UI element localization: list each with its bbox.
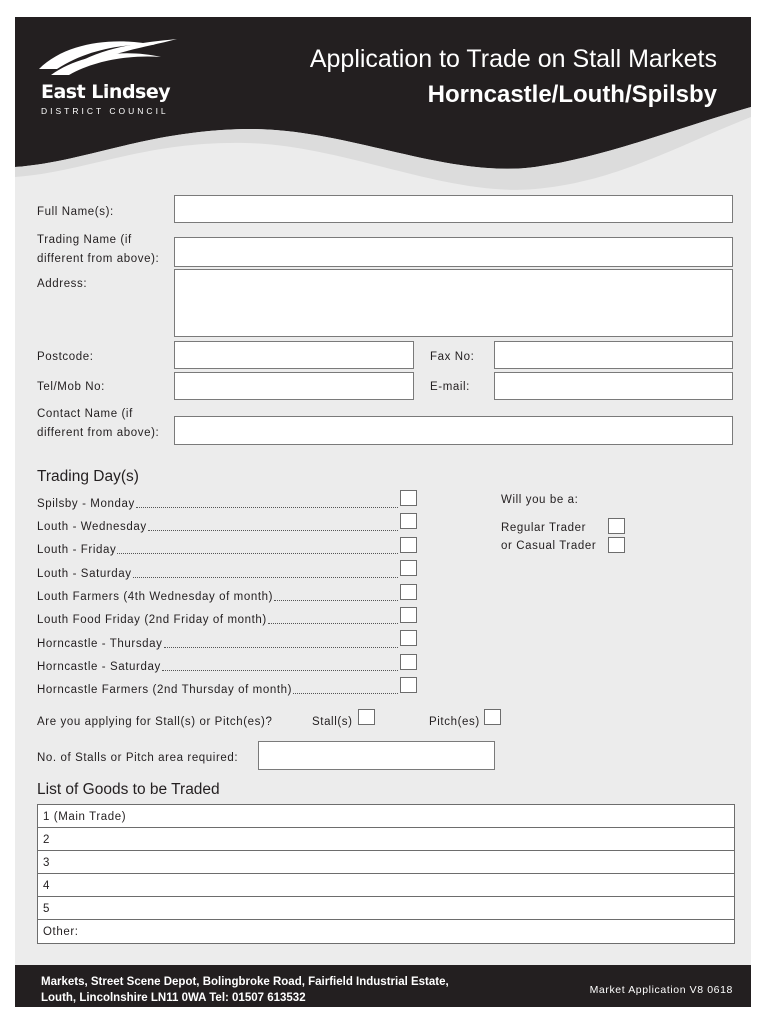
day-row (37, 634, 399, 654)
goods-row-5[interactable]: 5 (38, 897, 734, 920)
day-label: Horncastle - Saturday (37, 661, 161, 673)
day-row (37, 610, 399, 630)
footer-address-line2: Louth, Lincolnshire LN11 0WA Tel: 01507 613532 (41, 992, 306, 1004)
day-label: Louth Farmers (4th Wednesday of month) (37, 591, 274, 603)
trading-name-field[interactable] (174, 237, 733, 267)
goods-table (37, 804, 735, 944)
logo-swoosh-icon (37, 35, 187, 85)
day-checkbox-louth-wednesday[interactable] (400, 513, 417, 529)
pitch-label: Pitch(es) (429, 716, 480, 728)
dot-leader (136, 494, 398, 508)
day-label: Spilsby - Monday (37, 498, 135, 510)
goods-row-main-trade[interactable]: 1 (Main Trade) (38, 805, 734, 828)
dot-leader (293, 680, 398, 694)
day-checkbox-louth-saturday[interactable] (400, 560, 417, 576)
trader-type-question: Will you be a: (501, 494, 579, 506)
postcode-field[interactable] (174, 341, 414, 369)
day-row (37, 540, 399, 560)
dot-leader (164, 634, 398, 648)
day-row (37, 657, 399, 677)
dot-leader (148, 517, 398, 531)
email-field[interactable] (494, 372, 733, 400)
stall-count-label: No. of Stalls or Pitch area required: (37, 752, 239, 764)
contact-label-line1: Contact Name (if (37, 408, 133, 420)
dot-leader (268, 610, 398, 624)
fax-field[interactable] (494, 341, 733, 369)
dot-leader (274, 587, 398, 601)
pitch-checkbox[interactable] (484, 709, 501, 725)
day-label: Louth - Saturday (37, 568, 132, 580)
stall-pitch-question: Are you applying for Stall(s) or Pitch(es)? (37, 716, 273, 728)
day-checkbox-louth-food-friday[interactable] (400, 607, 417, 623)
day-checkbox-horncastle-saturday[interactable] (400, 654, 417, 670)
tel-field[interactable] (174, 372, 414, 400)
stall-checkbox[interactable] (358, 709, 375, 725)
trading-name-label-line2: different from above): (37, 253, 160, 265)
day-checkbox-horncastle-thursday[interactable] (400, 630, 417, 646)
day-row (37, 587, 399, 607)
footer-address (41, 974, 449, 1006)
email-label: E-mail: (430, 381, 470, 393)
contact-name-field[interactable] (174, 416, 733, 445)
logo-wordmark: East Lindsey (41, 81, 171, 103)
tel-label: Tel/Mob No: (37, 381, 105, 393)
dot-leader (133, 564, 398, 578)
goods-row-other[interactable]: Other: (43, 926, 79, 938)
logo-subtitle: DISTRICT COUNCIL (41, 106, 169, 116)
full-name-label: Full Name(s): (37, 206, 114, 218)
stall-label: Stall(s) (312, 716, 353, 728)
dot-leader (117, 540, 398, 554)
footer-bar (15, 965, 751, 1007)
day-label: Louth - Wednesday (37, 521, 147, 533)
day-label: Louth Food Friday (2nd Friday of month) (37, 614, 267, 626)
address-label: Address: (37, 278, 88, 290)
form-page (15, 17, 751, 1007)
day-row (37, 517, 399, 537)
goods-row-2[interactable]: 2 (38, 828, 734, 851)
day-label: Louth - Friday (37, 544, 117, 556)
fax-label: Fax No: (430, 351, 475, 363)
goods-row-4[interactable]: 4 (38, 874, 734, 897)
day-checkbox-spilsby-monday[interactable] (400, 490, 417, 506)
regular-trader-label: Regular Trader (501, 522, 587, 534)
dot-leader (162, 657, 398, 671)
footer-address-line1: Markets, Street Scene Depot, Bolingbroke Road, Fairfield Industrial Estate, (41, 976, 449, 988)
stall-count-field[interactable] (258, 741, 495, 770)
day-row (37, 564, 399, 584)
day-checkbox-louth-friday[interactable] (400, 537, 417, 553)
form-version: Market Application V8 0618 (589, 984, 733, 996)
full-name-field[interactable] (174, 195, 733, 223)
header-banner (15, 17, 751, 207)
casual-trader-checkbox[interactable] (608, 537, 625, 553)
contact-label-line2: different from above): (37, 427, 160, 439)
casual-trader-label: or Casual Trader (501, 540, 597, 552)
day-label: Horncastle Farmers (2nd Thursday of month) (37, 684, 293, 696)
trading-name-label-line1: Trading Name (if (37, 234, 132, 246)
address-field[interactable] (174, 269, 733, 337)
day-checkbox-horncastle-farmers[interactable] (400, 677, 417, 693)
council-logo (37, 35, 187, 125)
day-label: Horncastle - Thursday (37, 638, 163, 650)
day-row (37, 494, 399, 514)
postcode-label: Postcode: (37, 351, 94, 363)
trading-days-heading: Trading Day(s) (37, 468, 139, 485)
form-title: Application to Trade on Stall Markets (309, 45, 717, 73)
day-row (37, 680, 399, 700)
day-checkbox-louth-farmers[interactable] (400, 584, 417, 600)
form-subtitle: Horncastle/Louth/Spilsby (427, 81, 717, 108)
regular-trader-checkbox[interactable] (608, 518, 625, 534)
goods-row-3[interactable]: 3 (38, 851, 734, 874)
goods-heading: List of Goods to be Traded (37, 781, 220, 798)
